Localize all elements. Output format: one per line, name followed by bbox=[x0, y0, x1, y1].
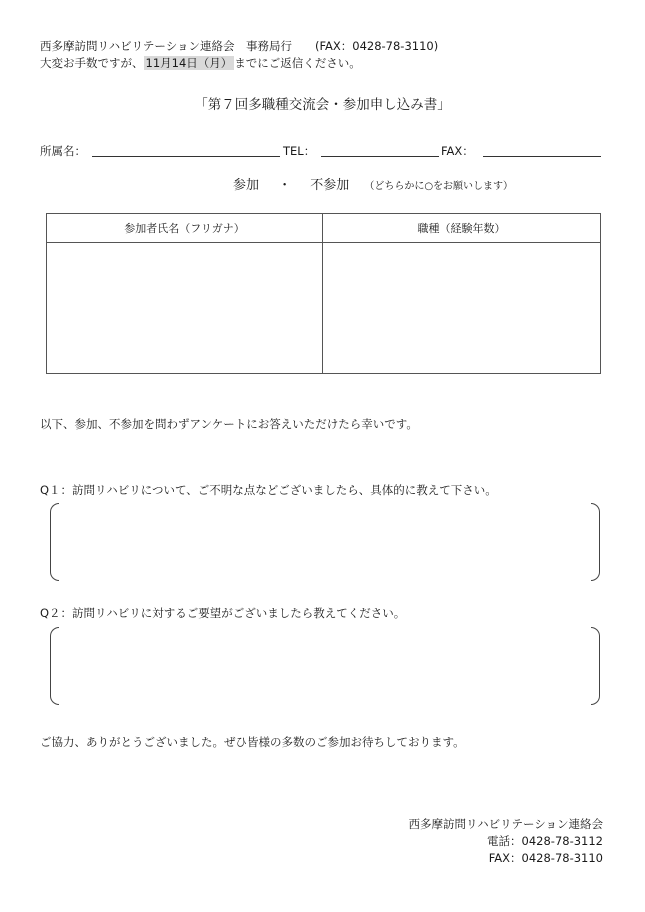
participant-name-cell[interactable] bbox=[47, 243, 323, 374]
answer-2-right-bracket bbox=[591, 627, 600, 705]
participant-table bbox=[46, 213, 601, 374]
attendance-choice bbox=[233, 174, 513, 193]
table-header-row bbox=[47, 214, 601, 243]
question-1: Q１：訪問リハビリについて、ご不明な点などございましたら、具体的に教えて下さい。 bbox=[40, 483, 497, 497]
column-header-occupation: 職種（経験年数） bbox=[323, 214, 601, 243]
attendance-note: （どちらかに○をお願いします） bbox=[364, 181, 514, 192]
footer-org: 西多摩訪問リハビリテーション連絡会 bbox=[408, 817, 603, 831]
deadline-suffix: までにご返信ください。 bbox=[234, 56, 361, 70]
deadline-line bbox=[40, 55, 361, 71]
tel-field[interactable] bbox=[321, 143, 439, 157]
question-2: Q２：訪問リハビリに対するご要望がございましたら教えてください。 bbox=[40, 606, 406, 620]
deadline-date: 11月14日（月） bbox=[145, 56, 233, 70]
answer-2-area[interactable] bbox=[50, 627, 600, 705]
closing-message: ご協力、ありがとうございました。ぜひ皆様の多数のご参加お待ちしております。 bbox=[40, 735, 465, 749]
absent-option[interactable]: 不参加 bbox=[310, 178, 350, 193]
table-row bbox=[47, 243, 601, 374]
occupation-cell[interactable] bbox=[323, 243, 601, 374]
survey-intro: 以下、参加、不参加を問わずアンケートにお答えいただけたら幸いです。 bbox=[40, 417, 418, 431]
column-header-name: 参加者氏名（フリガナ） bbox=[47, 214, 323, 243]
deadline-prefix: 大変お手数ですが、 bbox=[40, 56, 144, 70]
affiliation-label: 所属名： bbox=[40, 144, 86, 158]
answer-1-area[interactable] bbox=[50, 503, 600, 581]
page-title: 「第７回多職種交流会・参加申し込み書」 bbox=[194, 97, 451, 113]
fax-field[interactable] bbox=[483, 143, 601, 157]
footer-fax: FAX：0428-78-3110 bbox=[488, 851, 603, 865]
affiliation-field[interactable] bbox=[92, 143, 280, 157]
attend-option[interactable]: 参加 bbox=[233, 178, 260, 193]
tel-label: TEL： bbox=[283, 144, 316, 158]
answer-1-left-bracket bbox=[50, 503, 59, 581]
footer-phone: 電話：0428-78-3112 bbox=[487, 834, 603, 848]
header-org-line: 西多摩訪問リハビリテーション連絡会 事務局行 (FAX：0428-78-3110) bbox=[40, 39, 439, 53]
attendance-separator: ・ bbox=[278, 178, 292, 193]
answer-1-right-bracket bbox=[591, 503, 600, 581]
fax-label: FAX： bbox=[441, 144, 474, 158]
answer-2-left-bracket bbox=[50, 627, 59, 705]
